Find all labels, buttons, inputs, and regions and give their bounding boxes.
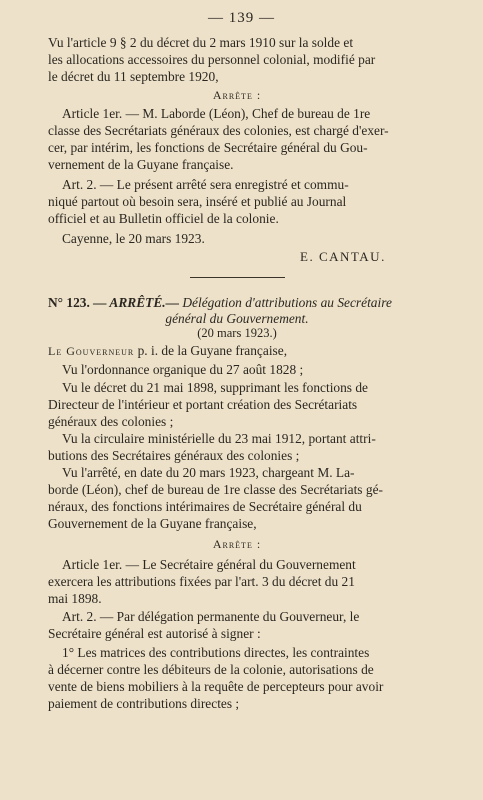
arrete-label-2: Arrête :: [212, 537, 262, 551]
decree-date: (20 mars 1923.): [197, 326, 277, 340]
consideration-4: généraux des colonies ;: [48, 414, 174, 429]
top-article1-line-3: cer, par intérim, les fonctions de Secrétaire général du Gou-: [48, 140, 368, 155]
top-article2-line-2: niqué partout où besoin sera, inséré et publié au Journal: [48, 194, 347, 209]
decree-article2-line-2: Secrétaire général est autorisé à signer :: [48, 626, 261, 641]
governor-rest: p. i. de la Guyane française,: [137, 343, 288, 358]
item1-line-1: 1° Les matrices des contributions directes, les contraintes: [62, 645, 370, 660]
arrete-label-1: Arrête :: [212, 88, 262, 102]
governor-line: [48, 343, 287, 359]
top-line-2: les allocations accessoires du personnel colonial, modifié par: [48, 52, 376, 67]
consideration-8: borde (Léon), chef de bureau de 1re classe des Secrétariats gé-: [48, 482, 383, 497]
consideration-9: néraux, des fonctions intérimaires de Secrétaire général du: [48, 499, 362, 514]
decree-number: N° 123.: [48, 295, 90, 310]
consideration-3: Directeur de l'intérieur et portant création des Secrétariats: [48, 397, 358, 412]
governor-label: Le Gouverneur: [48, 344, 135, 358]
decree-heading: [48, 294, 433, 311]
top-article1-line-2: classe des Secrétariats généraux des colonies, est chargé d'exer-: [48, 123, 389, 138]
top-line-1: Vu l'article 9 § 2 du décret du 2 mars 1910 sur la solde et: [48, 35, 354, 50]
decree-article1-line-1: Article 1er. — Le Secrétaire général du Gouvernement: [62, 557, 356, 572]
consideration-5: Vu la circulaire ministérielle du 23 mai 1912, portant attri-: [62, 431, 376, 446]
consideration-6: butions des Secrétaires généraux des colonies ;: [48, 448, 300, 463]
top-article1-line-1: Article 1er. — M. Laborde (Léon), Chef de bureau de 1re: [62, 106, 371, 121]
decree-article2-line-1: Art. 2. — Par délégation permanente du Gouverneur, le: [62, 609, 360, 624]
page-number: — 139 —: [208, 10, 275, 26]
consideration-7: Vu l'arrêté, en date du 20 mars 1923, chargeant M. La-: [62, 465, 355, 480]
decree-title-line-1: Délégation d'attributions au Secrétaire: [182, 295, 392, 310]
consideration-1: Vu l'ordonnance organique du 27 août 1828 ;: [62, 362, 304, 377]
decree-title-line-2: général du Gouvernement.: [165, 311, 309, 326]
consideration-10: Gouvernement de la Guyane française,: [48, 516, 257, 531]
item1-line-2: à décerner contre les débiteurs de la colonie, autorisations de: [48, 662, 374, 677]
item1-line-3: vente de biens mobiliers à la requête de percepteurs pour avoir: [48, 679, 384, 694]
decree-article1-line-2: exercera les attributions fixées par l'art. 3 du décret du 21: [48, 574, 355, 589]
signature: E. CANTAU.: [300, 249, 386, 264]
place-date: Cayenne, le 20 mars 1923.: [62, 231, 205, 246]
separator-rule: [190, 277, 285, 278]
top-article1-line-4: vernement de la Guyane française.: [48, 157, 234, 172]
top-line-3: le décret du 11 septembre 1920,: [48, 69, 219, 84]
decree-type: — ARRÊTÉ.—: [93, 295, 179, 310]
item1-line-4: paiement de contributions directes ;: [48, 696, 240, 711]
decree-article1-line-3: mai 1898.: [48, 591, 102, 606]
top-article2-line-1: Art. 2. — Le présent arrêté sera enregistré et commu-: [62, 177, 349, 192]
consideration-2: Vu le décret du 21 mai 1898, supprimant les fonctions de: [62, 380, 368, 395]
top-article2-line-3: officiel et au Bulletin officiel de la colonie.: [48, 211, 279, 226]
